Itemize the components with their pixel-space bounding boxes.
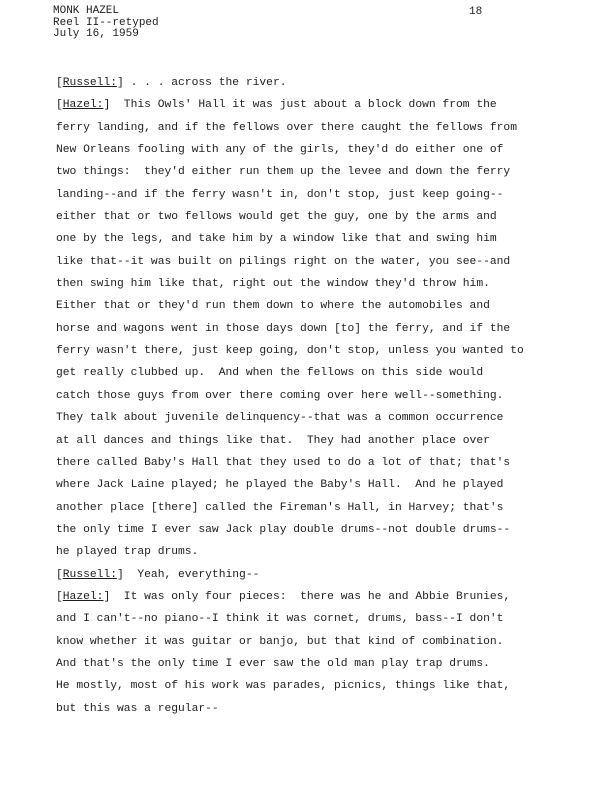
transcript-line (56, 318, 601, 340)
line-text: at all dances and things like that. They had another place over (56, 434, 490, 447)
transcript-line (56, 675, 601, 697)
speaker-bracket: [ (56, 568, 63, 581)
line-text: And that's the only time I ever saw the old man play trap drums. (56, 657, 490, 670)
transcript-body (56, 72, 601, 720)
line-text: landing--and if the ferry wasn't in, don't stop, just keep going-- (56, 188, 504, 201)
interviewee-name: MONK HAZEL (53, 5, 120, 17)
transcript-line (56, 519, 601, 541)
line-text: then swing him like that, right out the window they'd throw him. (56, 278, 490, 291)
transcript-line (56, 228, 601, 250)
line-text: he played trap drums. (56, 546, 199, 559)
transcript-line (56, 206, 601, 228)
line-text: like that--it was built on pilings right on the water, you see--and (56, 255, 511, 268)
speaker-bracket: ] (103, 590, 111, 603)
transcript-line (56, 385, 601, 407)
line-text: and I can't--no piano--I think it was cornet, drums, bass--I don't (56, 613, 504, 626)
line-text: another place [there] called the Fireman's Hall, in Harvey; that's (56, 501, 504, 514)
speaker-bracket: [ (56, 77, 63, 89)
transcript-line (56, 631, 601, 653)
speaker-label: Russell: (62, 77, 118, 89)
line-text: get really clubbed up. And when the fellows on this side would (56, 367, 484, 380)
transcript-line (56, 251, 601, 273)
line-text: where Jack Laine played; he played the Baby's Hall. And he played (56, 479, 504, 492)
speaker-bracket: ] (117, 77, 124, 89)
transcript-line (56, 430, 601, 452)
line-text: ferry wasn't there, just keep going, don't stop, unless you wanted to (56, 345, 524, 358)
document-header (53, 6, 159, 41)
speaker-bracket: ] (117, 568, 124, 581)
interview-date: July 16, 1959 (53, 28, 139, 40)
transcript-line (56, 608, 601, 630)
line-text: He mostly, most of his work was parades, picnics, things like that, (56, 680, 511, 693)
speaker-bracket: [ (56, 99, 63, 112)
transcript-line (56, 362, 601, 384)
transcript-line (56, 340, 601, 362)
line-text: know whether it was guitar or banjo, but that kind of combination. (56, 635, 504, 648)
transcript-line (56, 474, 601, 496)
line-text: Either that or they'd run them down to where the automobiles and (56, 300, 490, 313)
speaker-label: Hazel: (62, 99, 104, 112)
transcript-line (56, 698, 601, 720)
speaker-label: Russell: (62, 568, 118, 581)
transcript-line (56, 94, 601, 116)
line-text: This Owls' Hall it was just about a block down from the (110, 99, 497, 112)
line-text: catch those guys from over there coming over here well--something. (56, 389, 504, 402)
speaker-label: Hazel: (62, 590, 104, 603)
line-text: . . . across the river. (123, 77, 287, 89)
line-text: the only time I ever saw Jack play double drums--not double drums-- (56, 523, 511, 536)
line-text: New Orleans fooling with any of the girls, they'd do either one of (56, 144, 504, 157)
transcript-line (56, 497, 601, 519)
transcript-line (56, 273, 601, 295)
transcript-line (56, 541, 601, 563)
transcript-line (56, 407, 601, 429)
line-text: It was only four pieces: there was he and Abbie Brunies, (110, 590, 511, 603)
line-text: Yeah, everything-- (123, 568, 260, 581)
line-text: but this was a regular-- (56, 702, 219, 715)
line-text: there called Baby's Hall that they used to do a lot of that; that's (56, 456, 511, 469)
transcript-line (56, 117, 601, 139)
line-text: horse and wagons went in those days down [to] the ferry, and if the (56, 322, 511, 335)
transcript-line (56, 184, 601, 206)
speaker-bracket: [ (56, 590, 63, 603)
speaker-bracket: ] (103, 99, 111, 112)
line-text: They talk about juvenile delinquency--that was a common occurrence (56, 412, 504, 425)
transcript-line (56, 586, 601, 608)
transcript-line (56, 564, 601, 586)
line-text: ferry landing, and if the fellows over there caught the fellows from (56, 121, 517, 134)
transcript-line (56, 653, 601, 675)
line-text: two things: they'd either run them up the levee and down the ferry (56, 166, 511, 179)
transcript-line (56, 161, 601, 183)
transcript-line (56, 72, 601, 94)
page-number: 18 (469, 6, 483, 18)
transcript-line (56, 295, 601, 317)
reel-label: Reel II--retyped (53, 16, 159, 29)
transcript-line (56, 139, 601, 161)
line-text: one by the legs, and take him by a window like that and swing him (56, 233, 497, 246)
line-text: either that or two fellows would get the guy, one by the arms and (56, 211, 497, 224)
transcript-line (56, 452, 601, 474)
